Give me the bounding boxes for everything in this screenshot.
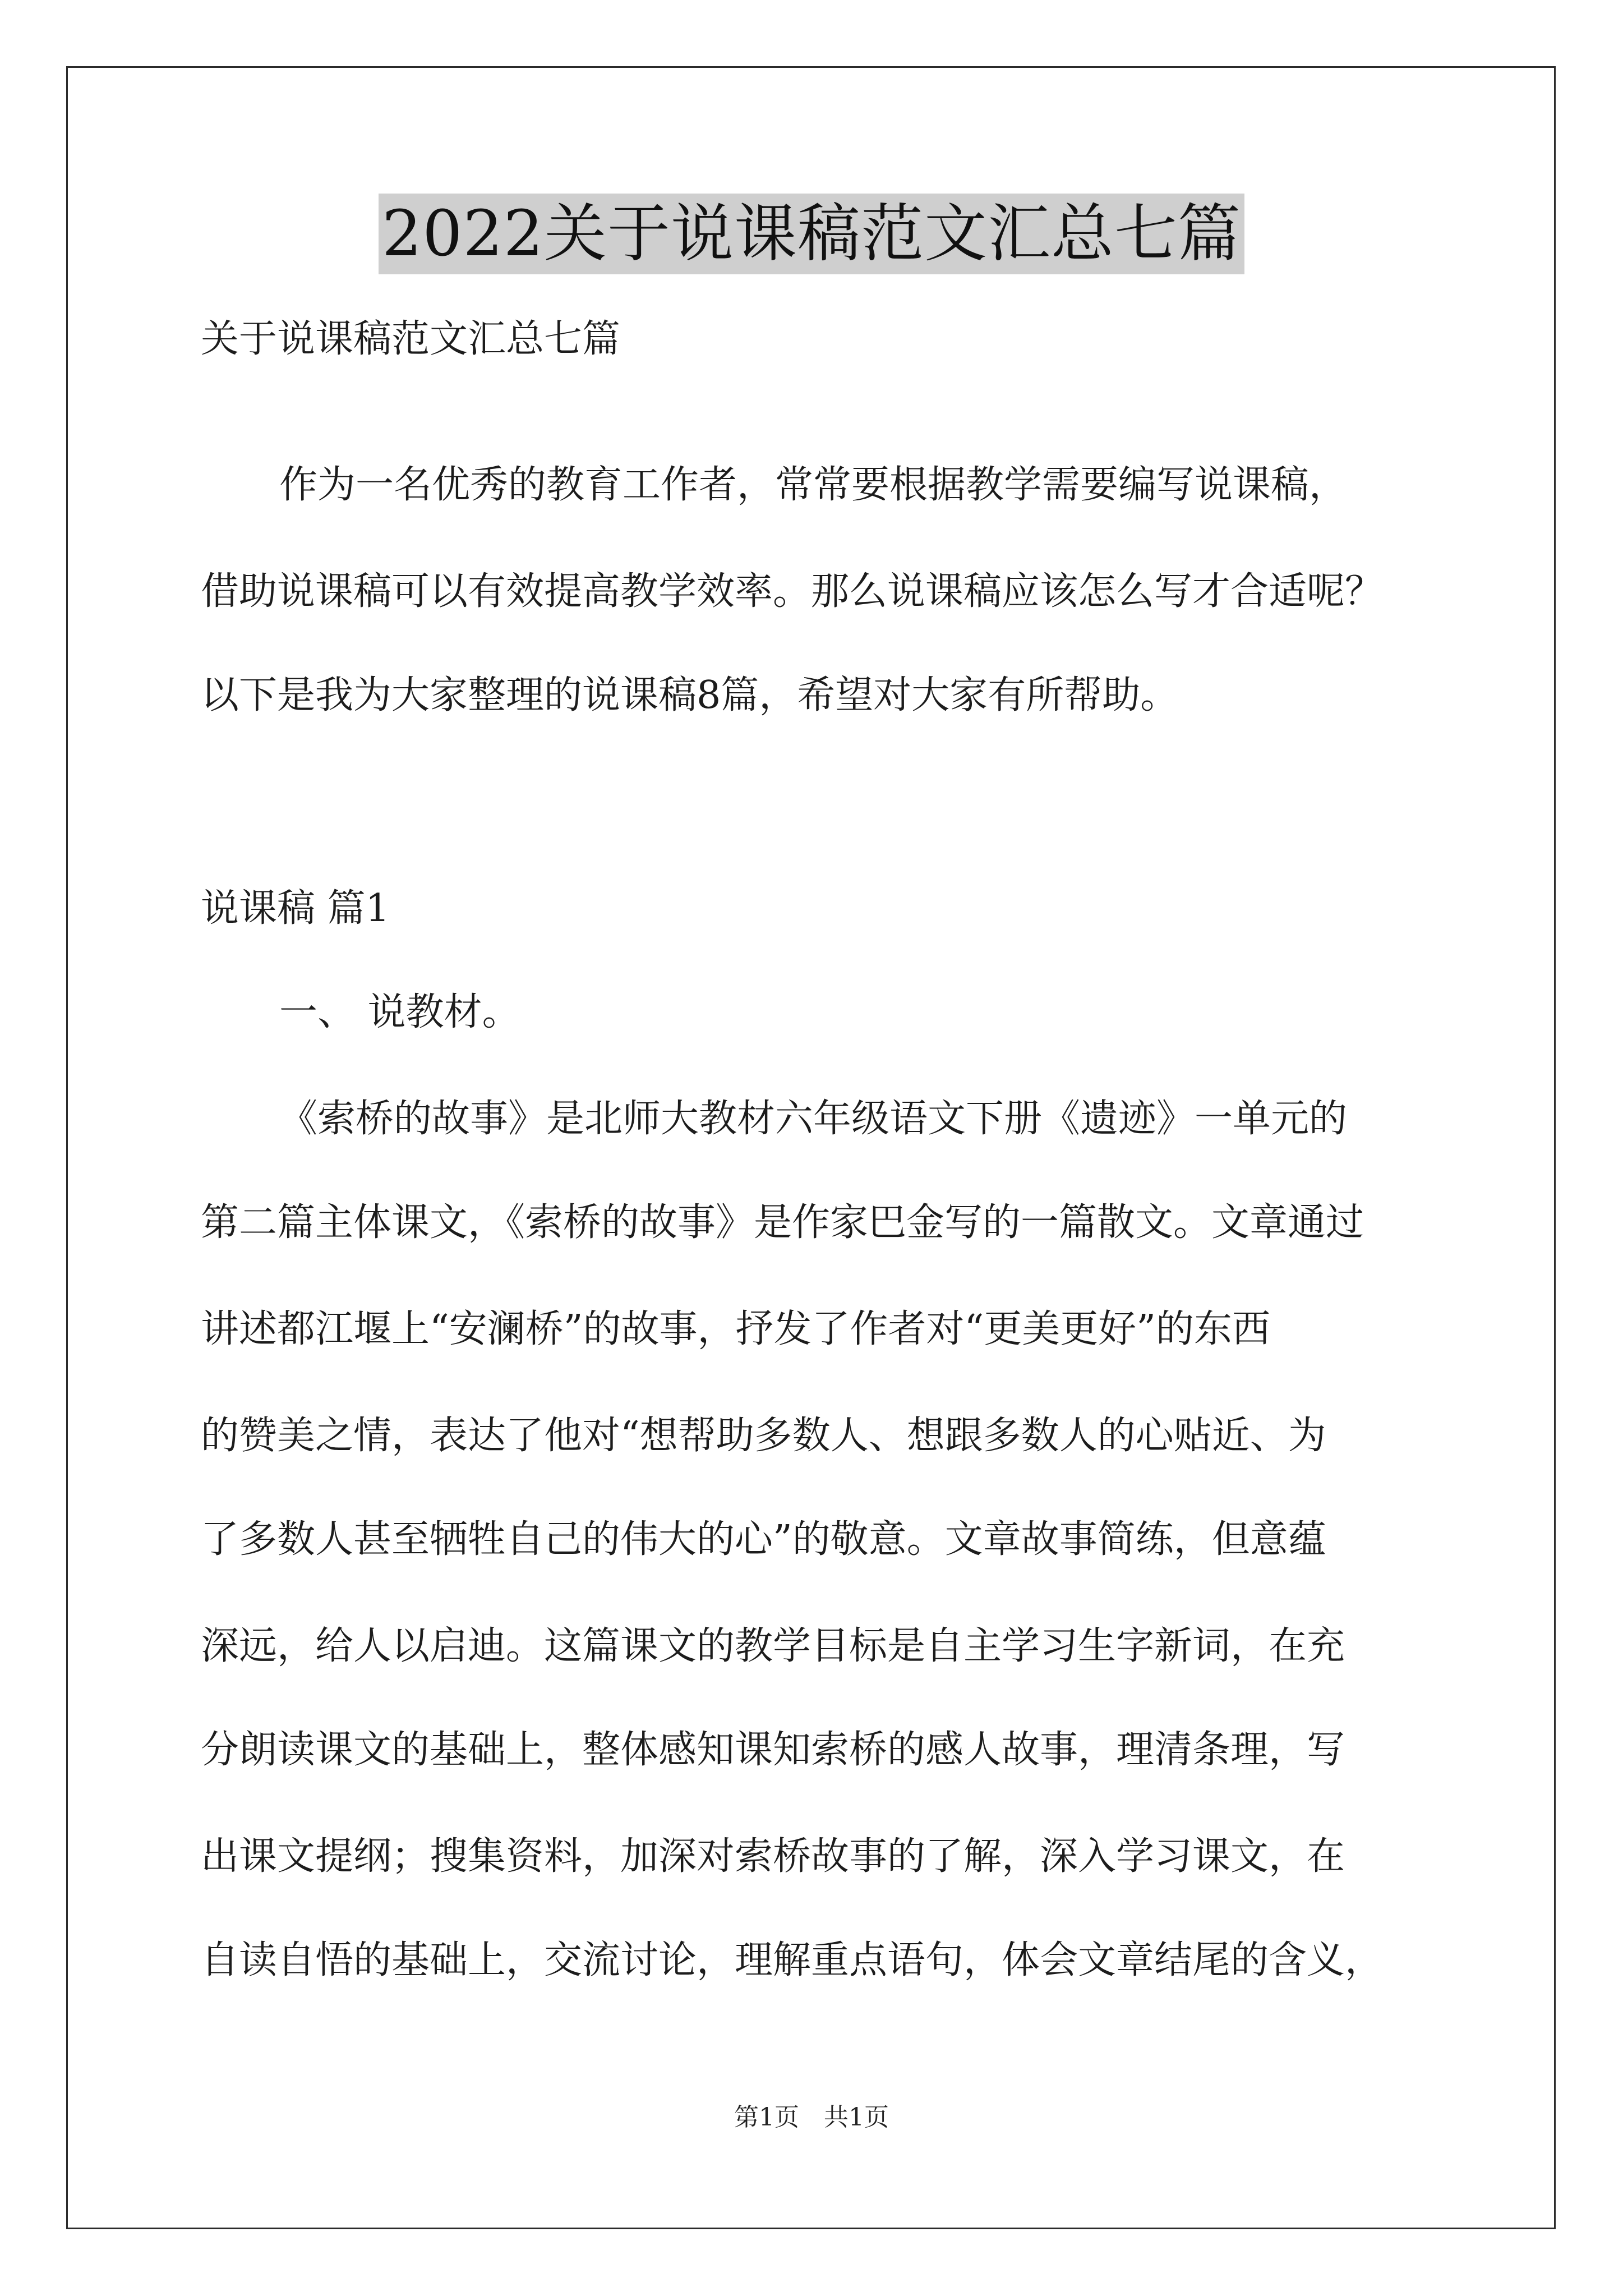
intro-line: 以下是我为大家整理的说课稿8篇，希望对大家有所帮助。 (201, 673, 1179, 717)
body-line: 讲述都江堰上“安澜桥”的故事，抒发了作者对“更美更好”的东西 (201, 1307, 1271, 1351)
subsection-heading: 一、 说教材。 (279, 990, 520, 1034)
page-footer: 第1页 共1页 (734, 2103, 889, 2132)
body-line: 的赞美之情，表达了他对“想帮助多数人、想跟多数人的心贴近、为 (201, 1414, 1326, 1458)
body-line: 《索桥的故事》是北师大教材六年级语文下册《遗迹》一单元的 (279, 1097, 1348, 1141)
intro-line: 作为一名优秀的教育工作者，常常要根据教学需要编写说课稿， (279, 463, 1348, 507)
body-line: 深远，给人以启迪。这篇课文的教学目标是自主学习生字新词，在充 (201, 1624, 1345, 1668)
title-container (0, 194, 1623, 274)
section-heading: 说课稿 篇1 (201, 886, 390, 931)
page-border (66, 66, 1556, 2229)
body-line: 自读自悟的基础上，交流讨论，理解重点语句，体会文章结尾的含义， (201, 1938, 1384, 1982)
body-line: 了多数人甚至牺牲自己的伟大的心”的敬意。文章故事简练，但意蕴 (201, 1517, 1326, 1562)
body-line: 分朗读课文的基础上，整体感知课知索桥的感人故事，理清条理，写 (201, 1728, 1345, 1772)
body-line: 出课文提纲；搜集资料，加深对索桥故事的了解，深入学习课文，在 (201, 1834, 1345, 1879)
body-line: 第二篇主体课文，《索桥的故事》是作家巴金写的一篇散文。文章通过 (201, 1200, 1364, 1245)
document-title: 2022关于说课稿范文汇总七篇 (379, 194, 1244, 274)
intro-line: 借助说课稿可以有效提高教学效率。那么说课稿应该怎么写才合适呢？ (201, 569, 1384, 614)
document-subtitle: 关于说课稿范文汇总七篇 (201, 317, 621, 361)
